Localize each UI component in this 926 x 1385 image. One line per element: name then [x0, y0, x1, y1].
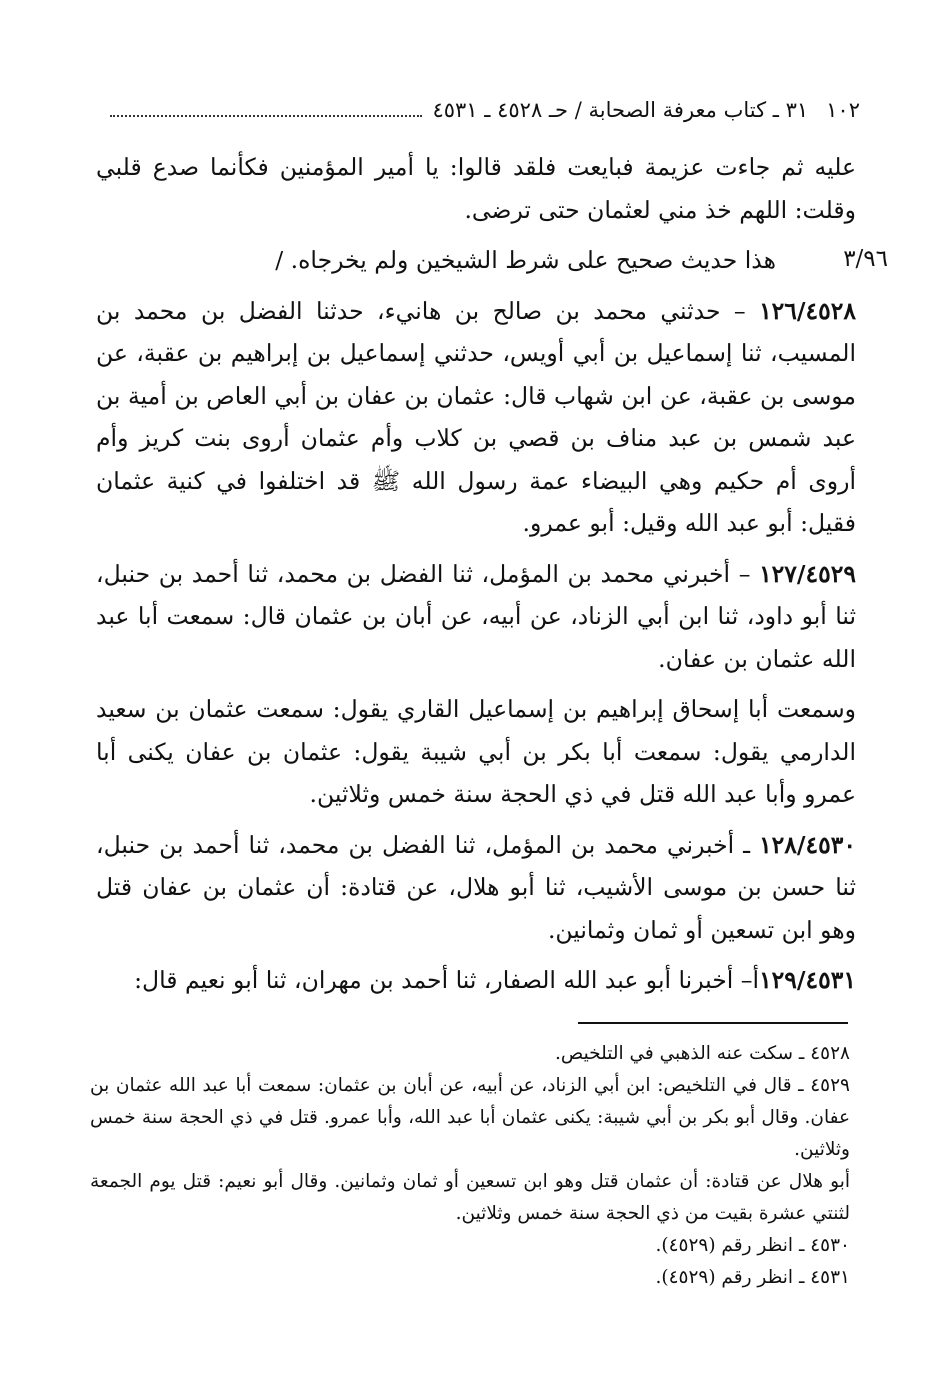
hadith-text: وسمعت أبا إسحاق إبراهيم بن إسماعيل القاري يقول: سمعت عثمان بن سعيد الدارمي يقول: سمعت أبا بكر بن أبي شيبة يقول: عثمان بن عفان يكنى أبا عمرو وأبا عبد الله قتل في ذي الحجة سنة خمس وثلاثين.: [96, 695, 856, 808]
hadith-4529-continuation: [96, 688, 856, 816]
footnote-4528: ٤٥٢٨ ـ سكت عنه الذهبي في التلخيص.: [555, 1043, 850, 1064]
paragraph-verdict: هذا حديث صحيح على شرط الشيخين ولم يخرجاه. /: [275, 246, 776, 274]
hadith-number: ١٢٦/٤٥٢٨: [759, 296, 856, 325]
hadith-4530: [96, 824, 856, 952]
margin-reference: ٣/٩٦: [843, 246, 888, 272]
header-dotted-leader: [110, 115, 422, 117]
hadith-number: ١٢٧/٤٥٢٩: [759, 559, 856, 588]
hadith-4529: [96, 553, 856, 681]
page-header: [100, 92, 860, 128]
running-title: ٣١ ـ كتاب معرفة الصحابة / حـ ٤٥٢٨ ـ ٤٥٣١: [432, 98, 809, 122]
footnote-divider: [578, 1022, 848, 1024]
main-text: [96, 146, 856, 1002]
footnote-4531: ٤٥٣١ ـ انظر رقم (٤٥٢٩).: [655, 1267, 850, 1288]
paragraph-continuation: عليه ثم جاءت عزيمة فبايعت فلقد قالوا: يا أمير المؤمنين فكأنما صدع قلبي وقلت: اللهم خذ مني لعثمان حتى ترضى.: [96, 153, 856, 224]
footnote-4530: ٤٥٣٠ ـ انظر رقم (٤٥٢٩).: [655, 1235, 850, 1256]
hadith-4528: [96, 290, 856, 545]
hadith-number: ١٢٨/٤٥٣٠: [759, 830, 856, 859]
hadith-text: ـ أخبرني محمد بن المؤمل، ثنا الفضل بن محمد، ثنا أحمد بن حنبل، ثنا حسن بن موسى الأشيب، ثنا أبو هلال، عن قتادة: أن عثمان بن عفان قتل وهو ابن تسعين أو ثمان وثمانين.: [96, 830, 856, 944]
hadith-4531: [96, 959, 856, 1002]
hadith-text: أ– أخبرنا أبو عبد الله الصفار، ثنا أحمد بن مهران، ثنا أبو نعيم قال:: [134, 966, 760, 994]
footnotes: [90, 1038, 850, 1294]
footnote-4529-extra: أبو هلال عن قتادة: أن عثمان قتل وهو ابن تسعين أو ثمان وثمانين. وقال أبو نعيم: قتل يوم الجمعة لثنتي عشرة بقيت من ذي الحجة سنة خمس وثلاثين.: [90, 1171, 850, 1224]
footnote-4529: ٤٥٢٩ ـ قال في التلخيص: ابن أبي الزناد، عن أبيه، عن أبان بن عثمان: سمعت أبا عبد الله عثمان بن عفان. وقال أبو بكر بن أبي شيبة: يكنى عثمان أبا عبد الله، وأبا عمرو. قتل في ذي الحجة سنة خمس وثلاثين.: [90, 1075, 850, 1160]
hadith-number: ١٢٩/٤٥٣١: [759, 966, 856, 994]
page-number: ١٠٢: [826, 98, 860, 122]
hadith-text: – حدثني محمد بن صالح بن هانيء، حدثنا الفضل بن محمد بن المسيب، ثنا إسماعيل بن أبي أويس، حدثني إسماعيل بن إبراهيم بن عقبة، عن موسى بن عقبة، عن ابن شهاب قال: عثمان بن عفان بن أبي العاص بن أمية بن عبد شمس بن عبد مناف بن قصي بن كلاب وأم عثمان أروى بنت كريز وأم أروى أم حكيم وهي البيضاء عمة رسول الله ﷺ قد اختلفوا في كنية عثمان فقيل: أبو عبد الله وقيل: أبو عمرو.: [96, 296, 856, 537]
hadith-text: – أخبرني محمد بن المؤمل، ثنا الفضل بن محمد، ثنا أحمد بن حنبل، ثنا أبو داود، ثنا ابن أبي الزناد، عن أبيه، عن أبان بن عثمان قال: سمعت أبا عبد الله عثمان بن عفان.: [96, 559, 856, 673]
